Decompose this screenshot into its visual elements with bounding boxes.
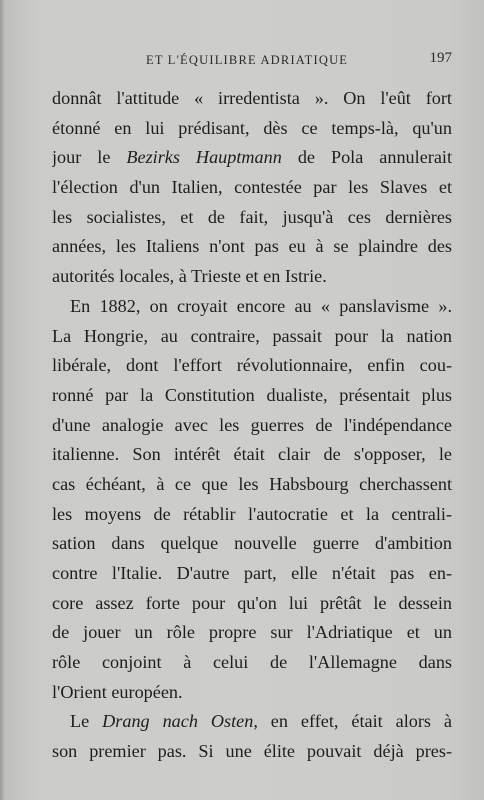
text-line-15: les moyens de rétablir l'autocratie et la centrali-	[52, 503, 452, 524]
text-line-10: libérale, dont l'effort révolutionnaire, enfin cou-	[52, 355, 452, 376]
text-line-2: étonné en lui prédisant, dès ce temps-là, qu'un	[52, 117, 452, 138]
page-number: 197	[429, 50, 452, 66]
text-line-21: l'Orient européen.	[52, 681, 183, 702]
text-line-19: de jouer un rôle propre sur l'Adriatique et un	[52, 622, 452, 643]
text-line-14: cas échéant, à ce que les Habsbourg cherchassent	[52, 473, 452, 494]
text-line-13: italienne. Son intérêt était clair de s'opposer, le	[52, 444, 452, 465]
text-line-12: d'une analogie avec les guerres de l'indépendance	[52, 414, 452, 435]
text-line-20: rôle conjoint à celui de l'Allemagne dans	[52, 652, 452, 673]
text-line-11: ronné par la Constitution dualiste, présentait plus	[52, 384, 452, 405]
text-line-8: En 1882, on croyait encore au « panslavisme ».	[70, 295, 452, 316]
running-header	[50, 50, 452, 70]
text-line-6: années, les Italiens n'ont pas eu à se plaindre des	[52, 236, 452, 257]
text-line-1: donnât l'attitude « irredentista ». On l'eût fort	[52, 88, 452, 108]
page-spine-shadow	[0, 0, 6, 800]
text-line-9: La Hongrie, au contraire, passait pour la nation	[52, 325, 452, 346]
text-line-18: core assez forte pour qu'on lui prêtât le dessein	[52, 592, 452, 613]
text-run: Le	[70, 711, 103, 732]
text-line-3	[52, 143, 452, 173]
text-line-5: les socialistes, et de fait, jusqu'à ces dernières	[52, 206, 452, 227]
text-line-4: l'élection d'un Italien, contestée par les Slaves et	[52, 177, 452, 198]
body-text	[52, 84, 452, 767]
text-run: de Pola annulerait	[281, 147, 452, 168]
text-line-17: contre l'Italie. D'autre part, elle n'était pas en-	[52, 563, 452, 583]
text-run: , en effet, était alors à	[253, 711, 452, 732]
text-line-7: autorités locales, à Trieste et en Istrie.	[52, 266, 327, 287]
italic-term-bezirks-hauptmann: Bezirks Hauptmann	[126, 147, 282, 168]
text-run: jour le	[52, 147, 127, 168]
text-line-23: son premier pas. Si une élite pouvait déjà pres-	[52, 741, 452, 762]
text-line-22	[52, 707, 452, 737]
running-title: ET L'ÉQUILIBRE ADRIATIQUE	[146, 53, 349, 67]
text-line-16: sation dans quelque nouvelle guerre d'ambition	[52, 533, 452, 554]
italic-term-drang-nach-osten: Drang nach Osten	[102, 711, 254, 732]
